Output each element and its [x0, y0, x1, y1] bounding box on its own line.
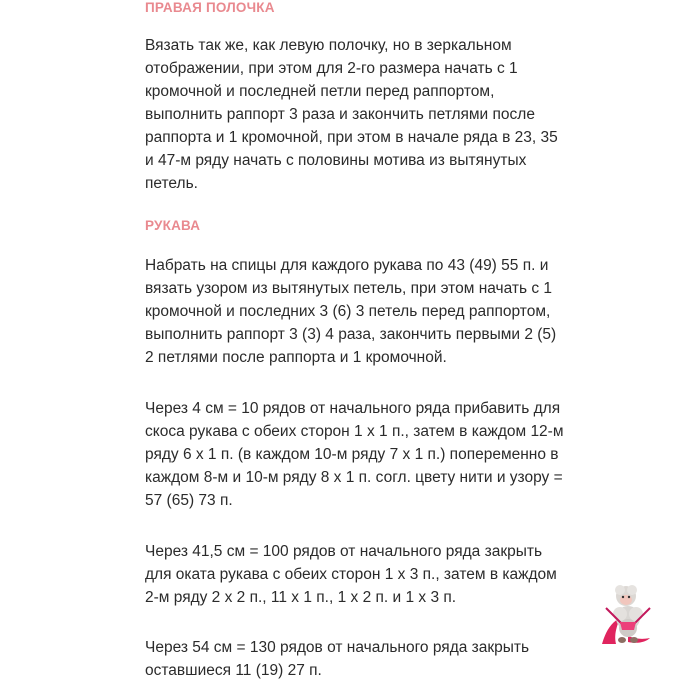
heading-sleeves: РУКАВА — [145, 218, 201, 233]
paragraph-sleeves-cap: Через 41,5 см = 100 рядов от начального ряда закрыть для оката рукава с обеих сторон 1 х 3 п., затем в каждом 2-м ряду 2 х 2 п., 11 х 1 п., 1 х 2 п. и 1 х 3 п. — [145, 543, 557, 606]
paragraph-sleeves-increase: Через 4 см = 10 рядов от начального ряда прибавить для скоса рукава с обеих сторон 1 х 1 п., затем в каждом 12-м ряду 6 х 1 п. (в каждом 10-м ряду 7 х 1 п.) попеременно в каждом 8-м и 10-м ряду 8 х 1 п. согл. цвету нити и узору = 57 (65) 73 п. — [145, 400, 564, 509]
heading-right-front: ПРАВАЯ ПОЛОЧКА — [145, 0, 275, 15]
paragraph-sleeves-bind-off: Через 54 см = 130 рядов от начального ряда закрыть оставшиеся 11 (19) 27 п. — [145, 639, 530, 679]
knitting-sheep-icon — [598, 578, 658, 646]
paragraph-right-front: Вязать так же, как левую полочку, но в зеркальном отображении, при этом для 2-го размера начать с 1 кромочной и последней петли перед раппортом, выполнить раппорт 3 раза и закончить петлями после раппорта и 1 кромочной, при этом в начале ряда в 23, 35 и 47-м ряду начать с половины мотива из вытянутых петель. — [145, 37, 558, 192]
paragraph-sleeves-cast-on: Набрать на спицы для каждого рукава по 43 (49) 55 п. и вязать узором из вытянутых петель, при этом начать с 1 кромочной и последних 3 (6) 3 петель перед раппортом, выполнить раппорт 3 (3) 4 раза, закончить первыми 2 (5) 2 петлями после раппорта и 1 кромочной. — [145, 257, 557, 366]
